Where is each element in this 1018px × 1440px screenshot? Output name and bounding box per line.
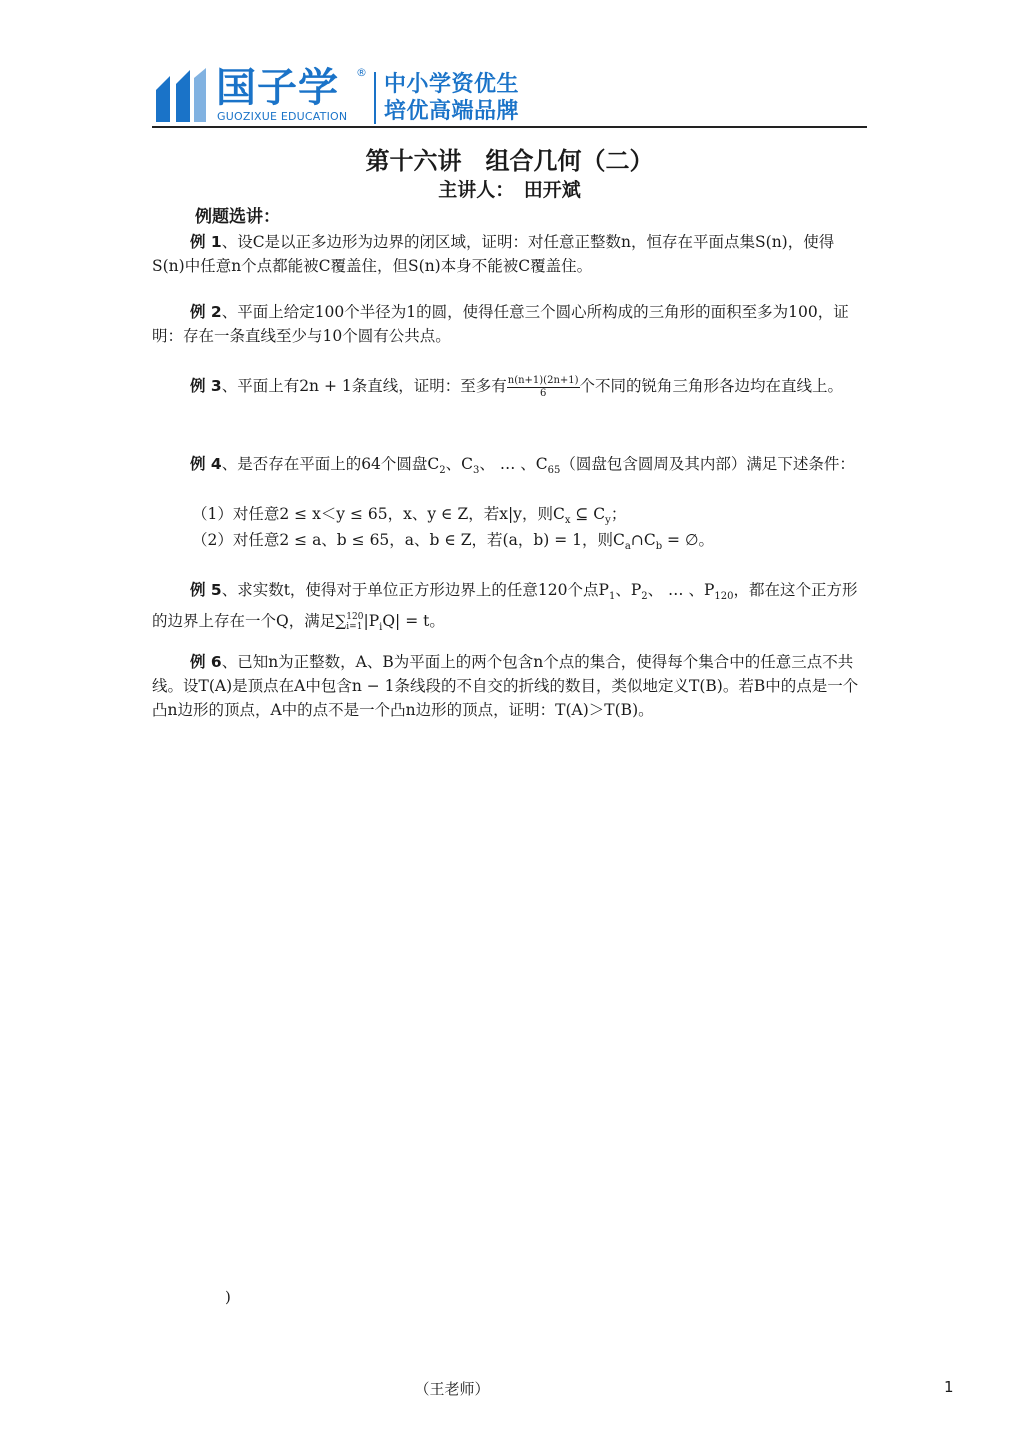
subscript: 2 (641, 591, 648, 603)
problem-4 (152, 452, 864, 483)
sum-limits (346, 612, 363, 632)
sum-lower-limit: i=1 (346, 622, 363, 633)
problem-text: 、已知n为正整数，A、B为平面上的两个包含n个点的集合，使得每个集合中的任意三点不共线。设T(A)是顶点在A中包含n − 1条线段的不自交的折线的数目，类似地定义T(B)。若B中的点是一个凸n边形的顶点，A中的点不是一个凸n边形的顶点，证明：T(A)＞T(B)。 (152, 653, 859, 719)
page-number: 1 (944, 1378, 954, 1396)
logo-divider (374, 72, 376, 124)
problem-1 (152, 230, 864, 278)
slogan-line-1: 中小学资优生 (384, 72, 520, 97)
logo-text: 国子学 (216, 65, 339, 111)
condition-text: = ∅。 (662, 531, 714, 549)
problem-text: 、设C是以正多边形为边界的闭区域，证明：对任意正整数n，恒存在平面点集S(n)，使得S(n)中任意n个点都能被C覆盖住，但S(n)本身不能被C覆盖住。 (152, 233, 835, 275)
problem-label: 例 6 (190, 653, 222, 671)
problem-label: 例 2 (190, 303, 222, 321)
subscript: 1 (608, 591, 616, 603)
problem-text: 、是否存在平面上的64个圆盘C (221, 455, 440, 473)
subscript: x (564, 515, 571, 527)
problem-text: ，都在这个正方形的边界上存在一个Q，满足 (152, 581, 858, 631)
problem-5 (152, 578, 864, 640)
logo-english-text: GUOZIXUE EDUCATION (217, 110, 348, 123)
problem-text: 、求实数t，使得对于单位正方形边界上的任意120个点P (221, 581, 609, 599)
condition-text: ∩C (630, 531, 656, 549)
condition-text: ； (610, 505, 627, 523)
subscript: 3 (473, 465, 480, 477)
problem-text: 、C (445, 455, 474, 473)
fraction (507, 375, 580, 400)
speaker-line: 主讲人： 田开斌 (438, 179, 581, 201)
problem-6 (152, 650, 864, 722)
header-rule (152, 126, 867, 128)
subscript: y (605, 515, 611, 527)
problem-text: 、平面上有2n + 1条直线，证明：至多有 (221, 377, 507, 395)
subscript: i (379, 622, 383, 634)
condition-text: （1）对任意2 ≤ x＜y ≤ 65，x、y ∈ Z，若x|y，则C (192, 505, 565, 523)
problem-text: （圆盘包含圆周及其内部）满足下述条件： (560, 455, 855, 473)
problem-label: 例 1 (190, 233, 222, 251)
condition-text: （2）对任意2 ≤ a、b ≤ 65，a、b ∈ Z，若(a，b) = 1，则C (192, 531, 625, 549)
problem-text: 、P (615, 581, 642, 599)
problem-3 (152, 374, 864, 400)
problem-text: |P (363, 612, 380, 631)
summation (335, 612, 363, 632)
slogan-line-2: 培优高端品牌 (384, 99, 520, 124)
problem-text: 、平面上给定100个半径为1的圆，使得任意三个圆心所构成的三角形的面积至多为100，证明：存在一条直线至少与10个圆有公共点。 (152, 303, 849, 345)
fraction-denominator: 6 (539, 387, 547, 399)
problem-text: Q| = t。 (382, 612, 445, 631)
subscript: 120 (714, 591, 734, 603)
problem-2 (152, 300, 864, 348)
sum-symbol: ∑ (335, 612, 347, 631)
problem-label: 例 3 (190, 377, 222, 395)
sum-upper-limit: 120 (346, 612, 364, 623)
logo-registered-mark: ® (356, 66, 367, 79)
lecture-title: 第十六讲 组合几何（二） (365, 147, 654, 175)
problem-text: 、 … 、P (647, 581, 715, 599)
subscript: 65 (547, 465, 561, 477)
footer-teacher: （王老师） (414, 1380, 490, 1398)
problem-label: 例 5 (190, 581, 222, 599)
section-heading: 例题选讲： (195, 207, 280, 227)
problem-label: 例 4 (190, 455, 222, 473)
problem-text: 个不同的锐角三角形各边均在直线上。 (579, 377, 844, 395)
problem-text: 、 … 、C (479, 455, 548, 473)
fraction-numerator: n(n+1)(2n+1) (507, 374, 579, 386)
subscript: a (624, 541, 631, 553)
problem-4-condition-2 (192, 528, 864, 559)
subscript: 2 (439, 465, 446, 477)
stray-mark: ) (225, 1288, 231, 1306)
logo-mark-icon (152, 68, 208, 124)
condition-text: ⊆ C (570, 505, 606, 523)
subscript: b (655, 541, 663, 553)
